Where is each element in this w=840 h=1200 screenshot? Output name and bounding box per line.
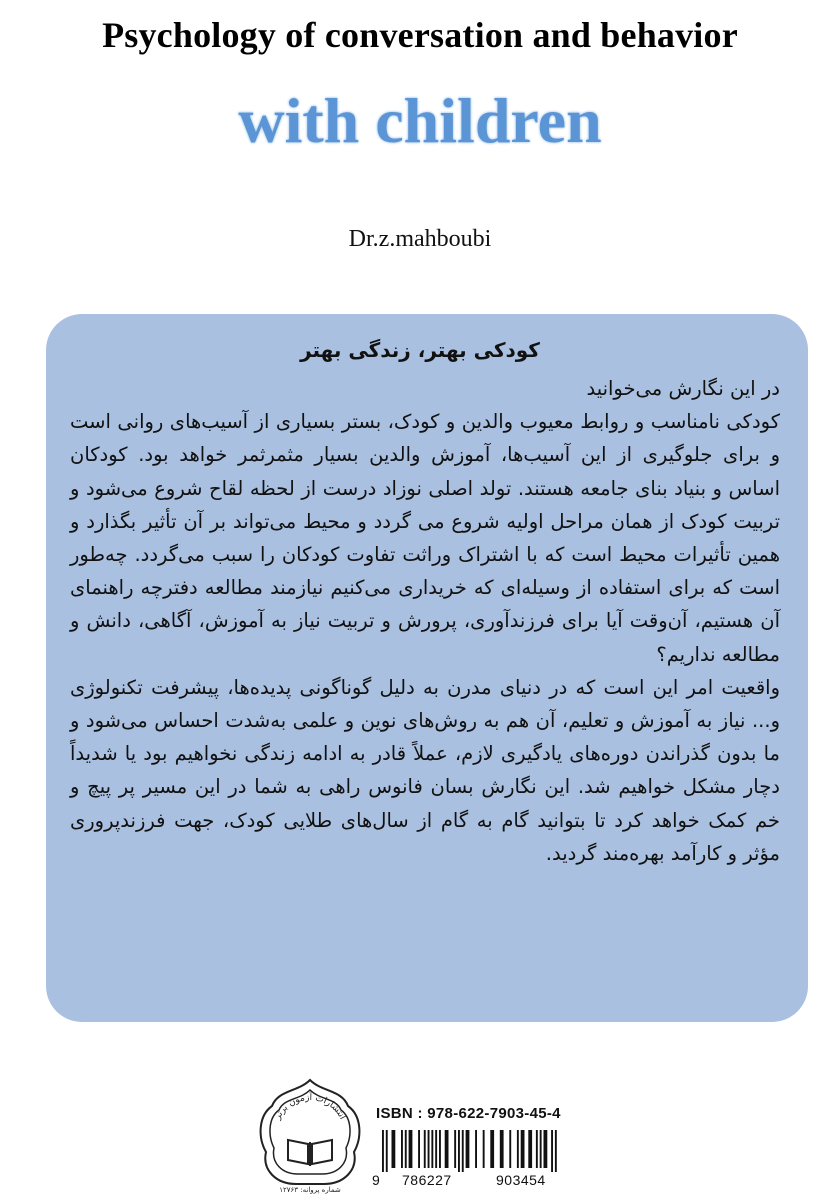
barcode-bar <box>490 1130 494 1168</box>
barcode-bar <box>551 1130 553 1172</box>
barcode-bar <box>435 1130 437 1168</box>
barcode-bar <box>509 1130 511 1168</box>
barcode-bar <box>500 1130 504 1168</box>
barcode-bar <box>521 1130 525 1168</box>
barcode-bar <box>386 1130 388 1172</box>
publisher-license: شماره پروانه: ۱۲۷۶۳ <box>279 1186 341 1194</box>
barcode-bar <box>462 1130 464 1172</box>
barcode-bar <box>418 1130 420 1168</box>
barcode-bar <box>528 1130 532 1168</box>
description-paragraph: در این نگارش می‌خوانید <box>586 377 780 400</box>
barcode-bar <box>544 1130 548 1168</box>
barcode-bar <box>428 1130 430 1168</box>
barcode-bar <box>517 1130 519 1168</box>
author-name: Dr.z.mahboubi <box>348 226 492 252</box>
barcode-bar <box>536 1130 538 1168</box>
barcode-bar <box>540 1130 542 1168</box>
description-paragraph: واقعیت امر این است که در دنیای مدرن به دلیل گوناگونی پدیده‌ها، پیشرفت تکنولوژی و... نیاز به آموزش و تعلیم، آن هم به روش‌های نوین و علمی به‌شدت احساس می‌شود و ما بدون گذراندن دوره‌های یادگیری لازم، عملاً قادر به ادامه زندگی نخواهیم بود یا شدیداً دچار مشکل خواهیم شد. این نگارش بسان فانوس راهی به شما در این مسیر پر پیچ و خم کمک خواهد کرد تا بتوانید گام به گام از سال‌های طلایی کودک، جهت فرزندپروری مؤثر و کارآمد بهره‌مند گردید. <box>70 675 780 865</box>
barcode-bar <box>401 1130 403 1168</box>
barcode-bar <box>555 1130 557 1172</box>
barcode-bar <box>392 1130 396 1168</box>
barcode-bar <box>431 1130 433 1168</box>
book-title: Psychology of conversation and behavior <box>102 15 738 55</box>
barcode-bar <box>424 1130 426 1168</box>
description-paragraph: کودکی نامناسب و روابط معیوب والدین و کودک، بستر بسیاری از آسیب‌های روانی است و برای جلوگیری از این آسیب‌ها، آموزش والدین بسیار مثمرثمر خواهد بود. کودکان اساس و بنیاد بنای جامعه هستند. تولد اصلی نوزاد درست از لحظه لقاح شروع می‌شود و تربیت کودک از همان مراحل اولیه شروع می گردد و محیط می‌تواند بر آن تأثیر بگذارد و همین تأثیرات محیط است که با اشتراک وراثت تفاوت کودکان را سبب می‌گردد. چه‌طور است که برای استفاده از وسیله‌ای که خریداری می‌کنیم نیازمند مطالعه دفترچه راهنمای آن هستیم، آن‌وقت آیا برای فرزندآوری، پرورش و تربیت نیاز به آموزش، آگاهی، دانش و مطالعه نداریم؟ <box>70 410 780 666</box>
barcode-bar <box>405 1130 407 1168</box>
barcode <box>380 1130 588 1172</box>
barcode-bar <box>458 1130 460 1172</box>
barcode-bar <box>409 1130 413 1168</box>
isbn-label: ISBN : 978-622-7903-45-4 <box>376 1105 561 1122</box>
barcode-bar <box>454 1130 456 1168</box>
publisher-name: انتشارات آزمون برتر <box>272 1092 348 1122</box>
publisher-logo <box>250 1076 370 1196</box>
panel-heading: کودکی بهتر، زندگی بهتر <box>300 338 540 362</box>
barcode-bar <box>475 1130 477 1168</box>
barcode-right-digits: 903454 <box>496 1172 546 1188</box>
barcode-first-digit: 9 <box>372 1172 380 1188</box>
barcode-bar <box>466 1130 470 1168</box>
barcode-bar <box>483 1130 485 1168</box>
description-text <box>70 372 780 870</box>
book-subtitle: with children <box>238 85 602 156</box>
barcode-bar <box>445 1130 449 1168</box>
barcode-bar <box>439 1130 441 1168</box>
barcode-left-digits: 786227 <box>402 1172 452 1188</box>
barcode-bar <box>382 1130 384 1172</box>
